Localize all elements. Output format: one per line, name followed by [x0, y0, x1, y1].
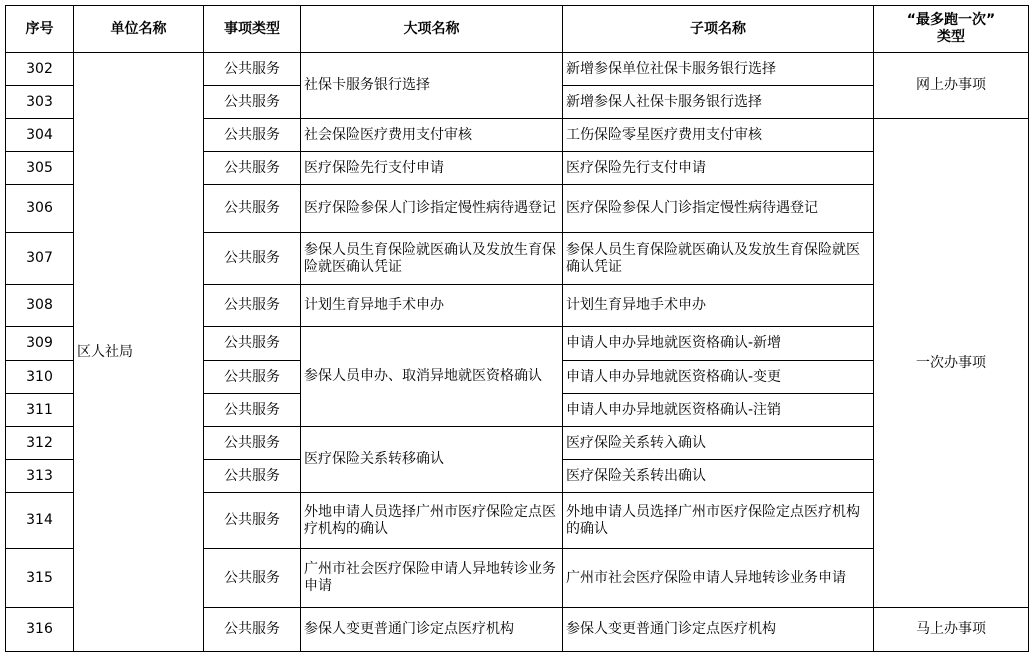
type-cell: 公共服务 — [204, 460, 301, 493]
header-unit: 单位名称 — [74, 6, 204, 53]
sub-item-cell: 申请人申办异地就医资格确认-新增 — [563, 327, 874, 361]
type-cell: 公共服务 — [204, 152, 301, 185]
type-cell: 公共服务 — [204, 285, 301, 327]
type-cell: 公共服务 — [204, 86, 301, 119]
type-cell: 公共服务 — [204, 427, 301, 460]
major-item-cell: 医疗保险关系转移确认 — [301, 427, 563, 493]
type-cell: 公共服务 — [204, 608, 301, 652]
major-item-cell: 参保人变更普通门诊定点医疗机构 — [301, 608, 563, 652]
type-cell: 公共服务 — [204, 53, 301, 86]
type-cell: 公共服务 — [204, 361, 301, 394]
unit-name-cell: 区人社局 — [74, 53, 204, 652]
sub-item-cell: 广州市社会医疗保险申请人异地转诊业务申请 — [563, 549, 874, 608]
major-item-cell: 广州市社会医疗保险申请人异地转诊业务申请 — [301, 549, 563, 608]
seq-cell: 314 — [6, 493, 74, 549]
type-cell: 公共服务 — [204, 327, 301, 361]
header-run-type-line2: 类型 — [937, 29, 965, 45]
run-type-cell: 网上办事项 — [874, 53, 1029, 119]
sub-item-cell: 医疗保险关系转出确认 — [563, 460, 874, 493]
header-sub: 子项名称 — [563, 6, 874, 53]
sub-item-cell: 医疗保险关系转入确认 — [563, 427, 874, 460]
major-item-cell: 社会保险医疗费用支付审核 — [301, 119, 563, 152]
seq-cell: 315 — [6, 549, 74, 608]
run-type-cell: 一次办事项 — [874, 119, 1029, 608]
type-cell: 公共服务 — [204, 549, 301, 608]
header-run-type — [874, 6, 1029, 53]
seq-cell: 310 — [6, 361, 74, 394]
major-item-cell: 医疗保险先行支付申请 — [301, 152, 563, 185]
seq-cell: 302 — [6, 53, 74, 86]
seq-cell: 313 — [6, 460, 74, 493]
sub-item-cell: 医疗保险先行支付申请 — [563, 152, 874, 185]
sub-item-cell: 医疗保险参保人门诊指定慢性病待遇登记 — [563, 185, 874, 233]
sub-item-cell: 外地申请人员选择广州市医疗保险定点医疗机构的确认 — [563, 493, 874, 549]
type-cell: 公共服务 — [204, 233, 301, 285]
seq-cell: 308 — [6, 285, 74, 327]
sub-item-cell: 新增参保人社保卡服务银行选择 — [563, 86, 874, 119]
seq-cell: 306 — [6, 185, 74, 233]
sub-item-cell: 参保人员生育保险就医确认及发放生育保险就医确认凭证 — [563, 233, 874, 285]
header-major: 大项名称 — [301, 6, 563, 53]
major-item-cell: 医疗保险参保人门诊指定慢性病待遇登记 — [301, 185, 563, 233]
seq-cell: 316 — [6, 608, 74, 652]
table-row — [6, 53, 1029, 86]
seq-cell: 311 — [6, 394, 74, 427]
header-run-type-line1: “最多跑一次” — [906, 12, 996, 28]
sub-item-cell: 工伤保险零星医疗费用支付审核 — [563, 119, 874, 152]
header-seq: 序号 — [6, 6, 74, 53]
sub-item-cell: 申请人申办异地就医资格确认-注销 — [563, 394, 874, 427]
type-cell: 公共服务 — [204, 493, 301, 549]
major-item-cell: 社保卡服务银行选择 — [301, 53, 563, 119]
seq-cell: 304 — [6, 119, 74, 152]
run-type-cell: 马上办事项 — [874, 608, 1029, 652]
seq-cell: 309 — [6, 327, 74, 361]
sub-item-cell: 计划生育异地手术申办 — [563, 285, 874, 327]
header-type: 事项类型 — [204, 6, 301, 53]
seq-cell: 305 — [6, 152, 74, 185]
type-cell: 公共服务 — [204, 119, 301, 152]
major-item-cell: 参保人员申办、取消异地就医资格确认 — [301, 327, 563, 427]
seq-cell: 307 — [6, 233, 74, 285]
type-cell: 公共服务 — [204, 185, 301, 233]
sub-item-cell: 参保人变更普通门诊定点医疗机构 — [563, 608, 874, 652]
major-item-cell: 计划生育异地手术申办 — [301, 285, 563, 327]
type-cell: 公共服务 — [204, 394, 301, 427]
sub-item-cell: 新增参保单位社保卡服务银行选择 — [563, 53, 874, 86]
seq-cell: 303 — [6, 86, 74, 119]
seq-cell: 312 — [6, 427, 74, 460]
sub-item-cell: 申请人申办异地就医资格确认-变更 — [563, 361, 874, 394]
major-item-cell: 外地申请人员选择广州市医疗保险定点医疗机构的确认 — [301, 493, 563, 549]
service-items-table — [5, 5, 1029, 652]
major-item-cell: 参保人员生育保险就医确认及发放生育保险就医确认凭证 — [301, 233, 563, 285]
